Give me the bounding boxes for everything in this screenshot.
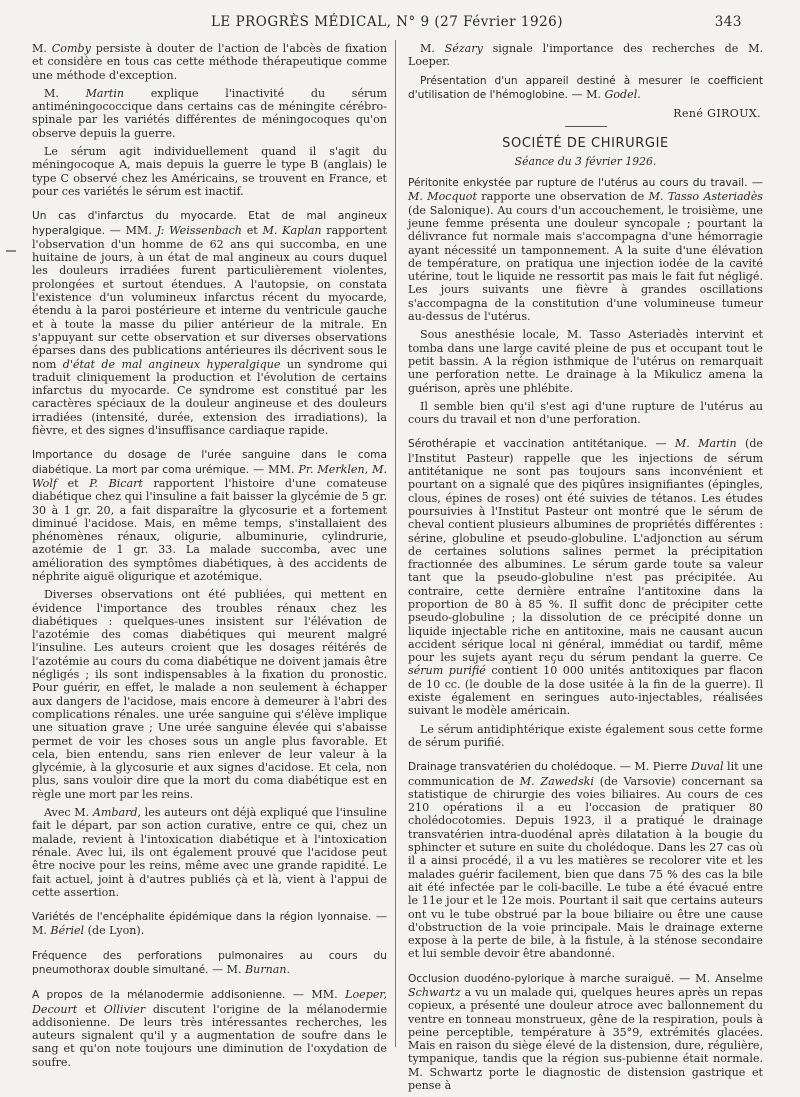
society-heading: SOCIÉTÉ DE CHIRURGIE [502, 136, 669, 152]
paragraph-appareil: Présentation d'un appareil destiné à mesurer le coefficient d'utilisation de l'hémoglobine. — M. Godel. [408, 74, 763, 101]
column-divider [395, 40, 396, 1047]
paragraph-peritonite: Péritonite enkystée par rupture de l'utérus au cours du travail. — M. Mocquot rapporte une observation de M. Tasso Asteriadès (de Salonique). Au cours d'un accouchement, le troisième, une jeune femme présenta une douleur syncopale ; pourtant la délivrance fut normale mais s'accompagna d'une hémorragie ayant nécessité un tamponnement. A la suite d'une élévation de température, on pratiqua une injection iodée de la cavité utérine, tout le liquide ne ressortit pas mais le fait fut négligé. Les jours suivants une fièvre à grandes oscillations s'accompagna de la constitution d'une volumineuse tumeur au-dessus de l'utérus. [408, 176, 763, 324]
section-title: Présentation d'un appareil destiné à mesurer le coefficient d'utilisation de l'hémoglobine. [408, 74, 763, 101]
paragraph-semble: Il semble bien qu'il s'est agi d'une rupture de l'utérus au cours du travail et non d'une perforation. [408, 399, 763, 427]
section-title: Un cas d'infarctus du myocarde. Etat de mal angineux hyperalgique. [32, 210, 387, 237]
paragraph-occlusion: Occlusion duodéno-pylorique à marche suraiguë. — M. Anselme Schwartz a vu un malade qui, quelques heures après un repas copieux, a présenté une douleur atroce avec ballonnement du ventre en tonneau monstrueux, gêne de la respiration, pouls à peine perceptible, température à 35°9, extrémités glacées. Mais en raison du siège élevé de la distension, dure, régulière, tympanique, tandis que la région sus-pubienne était normale. M. Schwartz porte le diagnostic de distension gastrique et pense à [408, 971, 763, 1093]
paragraph-infarctus: Un cas d'infarctus du myocarde. Etat de mal angineux hyperalgique. — MM. J: Weissenbach et M. Kaplan rapportent l'observation d'un homme de 62 ans qui succomba, en une huitaine de jours, à un état de mal angineux au cours duquel les douleurs irradiées furent particulièrement violentes, prolongées et surtout étendues. A l'autopsie, on constata l'existence d'un volumineux infarctus récent du myocarde, étendu à la paroi postérieure et interne du ventricule gauche et à toute la masse du pilier antérieur de la mitrale. En s'appuyant sur cette observation et sur diverses observations éparses dans des publications antérieures ils décrivent sous le nom d'état de mal angineux hyperalgique un syndrome qui traduit cliniquement la production et l'évolution de certains infarctus du myocarde. Ce syndrome est constitué par les caractères spéciaux de la douleur angineuse et des douleurs irradiées (intensité, durée, extension des irradiations), la fièvre, et des signes d'insuffisance cardiaque rapide. [32, 210, 387, 438]
paragraph-perforations: Fréquence des perforations pulmonaires au cours du pneumothorax double simultané. — M. Burnan. [32, 949, 387, 976]
paragraph-diverses: Diverses observations ont été publiées, qui mettent en évidence l'importance des troubles rénaux chez les diabétiques : quelques-unes insistent sur l'élévation de l'azotémie des comas diabétiques qui meurent malgré l'insuline. Les auteurs croient que les dosages réitérés de l'azotémie au cours du coma diabétique ne doivent jamais être négligés ; ils sont indispensables à la fixation du pronostic. Pour guérir, en effet, le malade a non seulement à échapper aux dangers de l'acidose, mais encore à demeurer à l'abri des complications rénales. une urée sanguine qui s'élève implique une situation grave ; Une urée sanguine élevée qui s'abaisse permet de voir les choses sous un angle plus favorable. Et cela, bien entendu, sans rien enlever de leur valeur à la glycémie, à la glycosurie et aux signes d'acidose. Et cela, non plus, sans vouloir dire que la mort du coma diabétique est en règle une mort par les reins. [32, 588, 387, 801]
section-title: Importance du dosage de l'urée sanguine dans le coma diabétique. La mort par coma urémique. [32, 449, 387, 476]
section-title: Fréquence des perforations pulmonaires au cours du pneumothorax double simultané. [32, 949, 387, 976]
paragraph-melanodermie: A propos de la mélanodermie addisonienne. — MM. Loeper, Decourt et Ollivier discutent l'origine de la mélanodermie addisonienne. De leurs très intéressantes recherches, les auteurs signalent qu'il y a augmentation de soufre dans le sang et qu'on note toujours une diminution de l'oxydation de soufre. [32, 988, 388, 1069]
margin-mark [6, 250, 16, 252]
paragraph-martin: M. Martin explique l'inactivité du sérum antiméningococcique dans certains cas de méningite cérébro-spinale par les variétés différentes de méningocoques qu'on observe depuis la guerre. [32, 86, 387, 140]
paragraph-drainage: Drainage transvatérien du cholédoque. — M. Pierre Duval lit une communication de M. Zawedski (de Varsovie) concernant sa statistique de chirurgie des voies biliaires. Au cours de ces 210 opérations il a eu l'occasion de pratiquer 80 cholédocotomies. Depuis 1923, il a pratiqué le drainage transvatérien intra-duodénal après dilatation à la bougie du sphincter et suture en suite du cholédoque. Dans les 27 cas où il a ainsi procédé, il a vu les matières se recolorer vite et les malades guérir facilement, bien que dans 75 % des cas la bile ait été infectée par le coli-bacille. Le tube a été évacué entre le 11e jour et le 12e mois. Pourtant il sait que certains auteurs ont vu le tube obstrué par la boue biliaire ou être une cause d'obstruction de la voie principale. Mais le drainage externe expose à la perte de bile, à la fistule, à la sténose secondaire et lui semble devoir être abandonné. [408, 760, 763, 961]
left-column [32, 42, 387, 1074]
paragraph-antidiph: Le sérum antidiphtérique existe également sous cette forme de sérum purifié. [408, 722, 763, 749]
signature: René GIROUX. [673, 107, 761, 121]
section-title: A propos de la mélanodermie addisonienne. [32, 989, 286, 1002]
right-column [408, 42, 763, 1097]
section-title: Occlusion duodéno-pylorique à marche suraiguë. [408, 972, 675, 985]
paragraph-uree: Importance du dosage de l'urée sanguine dans le coma diabétique. La mort par coma urémique. — MM. Pr. Merklen, M. Wolf et P. Bicart rapportent l'histoire d'une comateuse diabétique chez qui l'insuline a fait baisser la glycémie de 5 gr. 30 à 1 gr. 20, a fait disparaître la glycosurie et a fortement diminué l'acidose. Mais, en même temps, s'installaient des phénomènes rénaux, oligurie, albuminurie, cylindrurie, azotémie de 1 gr. 33. La malade succomba, avec une amélioration des symptômes diabétiques, à des accidents de néphrite aiguë oligurique et azotémique. [32, 449, 388, 583]
section-title: Variétés de l'encéphalite épidémique dans la région lyonnaise. [32, 911, 372, 924]
paragraph-encephalite: Variétés de l'encéphalite épidémique dans la région lyonnaise. — M. Bériel (de Lyon). [32, 910, 388, 938]
session-date: Séance du 3 février 1926. [514, 154, 657, 168]
paragraph-ambard: Avec M. Ambard, les auteurs ont déjà expliqué que l'insuline fait le départ, par son action curative, entre ce qui, chez un malade, revient à l'intoxication diabétique et à l'intoxication rénale. Avec lui, ils ont également prouvé que l'acidose peut être nocive pour les reins, même avec une grande rapidité. Le fait actuel, joint à d'autres publiés çà et là, vient à l'appui de cette assertion. [32, 806, 387, 899]
running-header [32, 14, 742, 34]
separator-rule [565, 126, 607, 127]
paragraph-serum: Le sérum agit individuellement quand il s'agit du méningocoque A, mais depuis la guerre le type B (anglais) le type C observé chez les Américains, se trouvent en France, et pour ces variétés le sérum est inactif. [32, 145, 387, 198]
paragraph-sezary: M. Sézary signale l'importance des recherches de M. Loeper. [408, 42, 763, 69]
running-title: LE PROGRÈS MÉDICAL, N° 9 (27 Février 1926) [210, 14, 564, 30]
paragraph-serotherapie: Sérothérapie et vaccination antitétanique. — M. Martin (de l'Institut Pasteur) rappelle que les injections de sérum antitétanique ne sont pas toujours sans inconvénient et pourtant on a signalé que des piqûres insignifiantes (épingles, clous, épines de roses) ont été suivies de tétanos. Les études poursuivies à l'Institut Pasteur ont montré que le sérum de cheval contient plusieurs albumines de propriétés différentes : sérine, globuline et pseudo-globuline. L'adjonction au sérum de certaines solutions salines permet la précipitation fractionnée des albumines. Le sérum garde toute sa valeur tant que la pseudo-globuline n'est pas précipitée. Au contraire, cette dernière entraîne l'antitoxine dans la proportion de 80 à 85 %. Il suffit donc de précipiter cette pseudo-globuline ; la dissolution de ce précipité donne un liquide injectable riche en antitoxine, mais ne causant aucun accident sérique local ni général, immédiat ou tardif, même pour les sujets ayant reçu du sérum pendant la guerre. Ce sérum purifié contient 10 000 unités antitoxiques par flacon de 10 cc. (le double de la dose usitée à la fin de la guerre). Il existe également en seringues auto-injectables, réalisées suivant le modèle américain. [408, 437, 763, 718]
page-number: 343 [714, 14, 742, 30]
section-title: Drainage transvatérien du cholédoque. [408, 761, 617, 774]
paragraph-comby: M. Comby persiste à douter de l'action de l'abcès de fixation et considère en tous cas cette méthode thérapeutique comme une méthode d'exception. [32, 42, 387, 82]
section-title: Péritonite enkystée par rupture de l'utérus au cours du travail. [408, 177, 748, 190]
section-title: Sérothérapie et vaccination antitétanique. [408, 438, 648, 451]
paragraph-anesthesie: Sous anesthésie locale, M. Tasso Asteriadès intervint et tomba dans une large cavité pleine de pus et occupant tout le petit bassin. A la région isthmique de l'utérus on remarquait une perforation nette. Le drainage à la Mikulicz amena la guérison, après une phlébite. [408, 328, 763, 395]
